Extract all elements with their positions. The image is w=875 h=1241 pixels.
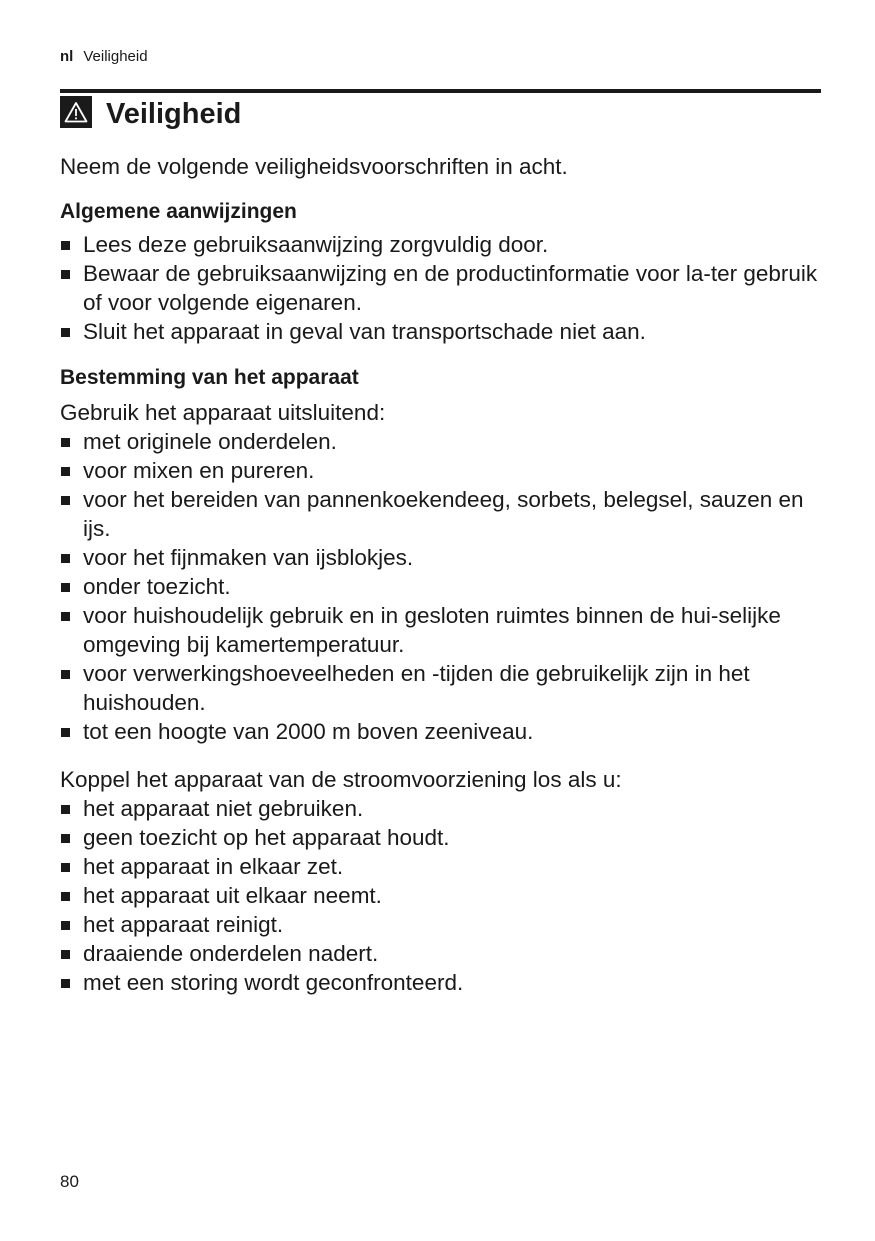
title-row [60,92,241,132]
list-item: het apparaat uit elkaar neemt. [60,881,820,910]
list-item: voor mixen en pureren. [60,456,820,485]
list-item: Sluit het apparaat in geval van transportschade niet aan. [60,317,820,346]
disconnect-lead-text: Koppel het apparaat van de stroomvoorziening los als u: [60,767,622,792]
language-code: nl [60,48,74,65]
list-item: onder toezicht. [60,572,820,601]
intro-text: Neem de volgende veiligheidsvoorschriften in acht. [60,154,568,179]
list-item: het apparaat in elkaar zet. [60,852,820,881]
warning-triangle-icon [60,96,92,128]
disconnect-list [60,794,820,997]
list-item: tot een hoogte van 2000 m boven zeeniveau. [60,717,820,746]
general-list [60,230,820,346]
running-header [60,47,148,67]
use-lead-text: Gebruik het apparaat uitsluitend: [60,400,386,425]
list-item: draaiende onderdelen nadert. [60,939,820,968]
list-item: voor het bereiden van pannenkoekendeeg, sorbets, belegsel, sauzen en ijs. [60,485,820,543]
list-item: Bewaar de gebruiksaanwijzing en de productinformatie voor la-ter gebruik of voor volgende eigenaren. [60,259,820,317]
running-header-section: Veiligheid [83,48,148,65]
use-list [60,427,820,746]
list-item: geen toezicht op het apparaat houdt. [60,823,820,852]
list-item: voor huishoudelijk gebruik en in gesloten ruimtes binnen de hui-selijke omgeving bij kamertemperatuur. [60,601,820,659]
list-item: het apparaat reinigt. [60,910,820,939]
list-item: met originele onderdelen. [60,427,820,456]
list-item: met een storing wordt geconfronteerd. [60,968,820,997]
page-title: Veiligheid [106,98,242,130]
content [60,152,820,997]
section-heading-general: Algemene aanwijzingen [60,200,297,223]
page-number: 80 [60,1172,79,1191]
list-item: het apparaat niet gebruiken. [60,794,820,823]
list-item: Lees deze gebruiksaanwijzing zorgvuldig door. [60,230,820,259]
list-item: voor het fijnmaken van ijsblokjes. [60,543,820,572]
list-item: voor verwerkingshoeveelheden en -tijden die gebruikelijk zijn in het huishouden. [60,659,820,717]
section-heading-intended-use: Bestemming van het apparaat [60,366,359,389]
